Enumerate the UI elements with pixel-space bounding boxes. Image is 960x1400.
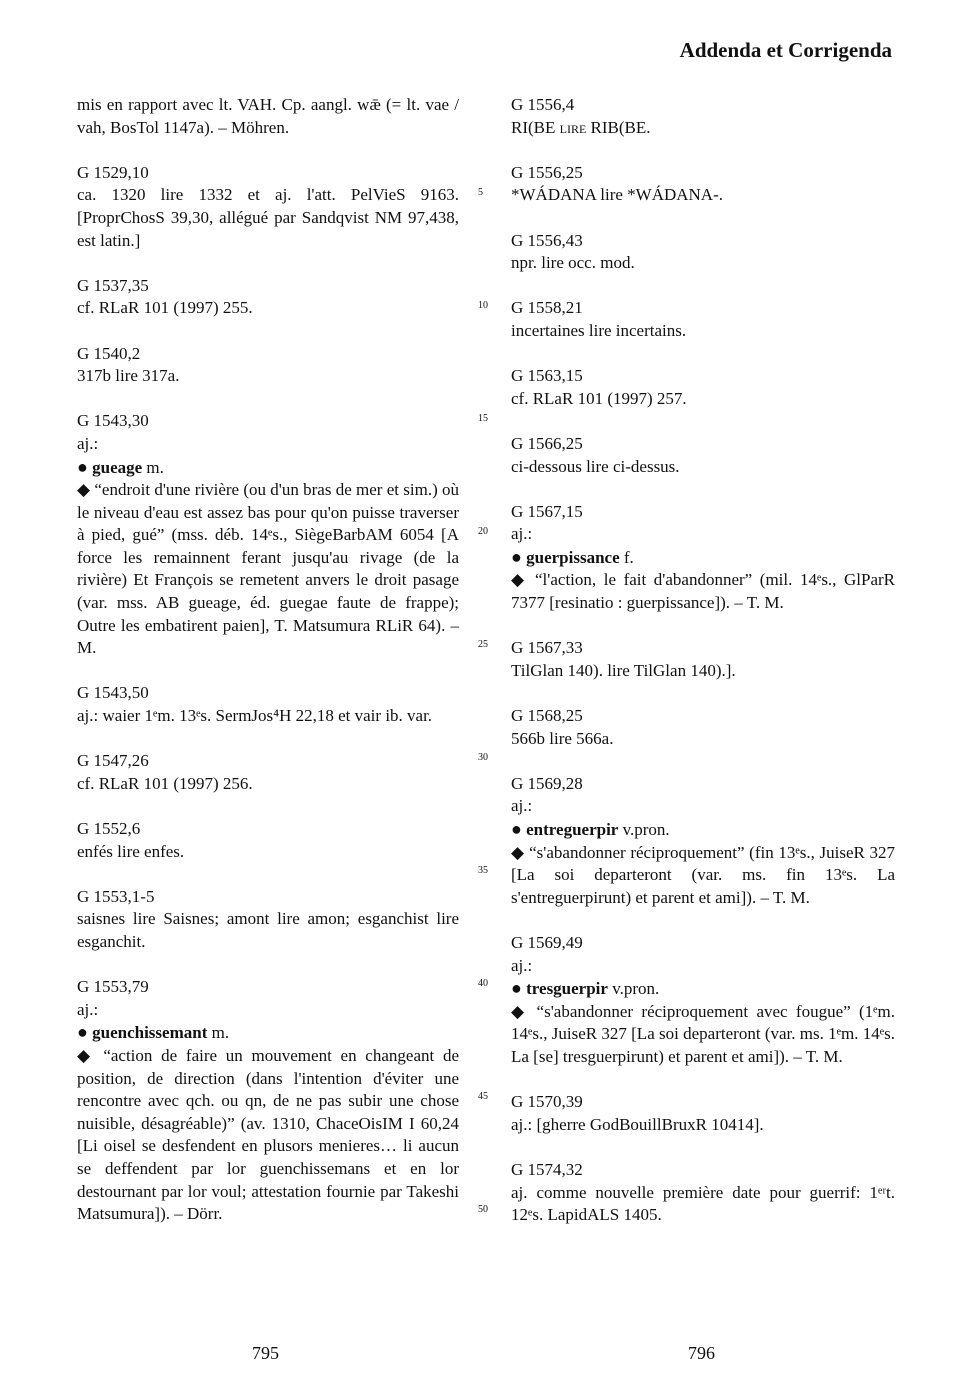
line-number: 45	[478, 1091, 488, 1102]
entry-ref: G 1547,26	[77, 751, 149, 771]
entry-g1567-33	[511, 637, 895, 682]
part-of-speech: m.	[146, 457, 164, 477]
lemma-line	[511, 546, 895, 570]
entry-aj: aj.:	[77, 999, 99, 1019]
entry-text: aj.: waier 1ᵉm. 13ᵉs. SermJos⁴H 22,18 et vair ib. var.	[77, 706, 433, 726]
entry-g1574-32	[511, 1159, 895, 1227]
entry-ref: G 1567,33	[511, 638, 583, 658]
running-header: Addenda et Corrigenda	[679, 38, 892, 62]
entry-g1569-49	[511, 932, 895, 1069]
entry-text: cf. RLaR 101 (1997) 255.	[77, 298, 253, 318]
line-number: 10	[478, 300, 488, 311]
entry-text: mis en rapport avec lt. VAH. Cp. aangl. wǣ (= lt. vae / vah, BosTol 1147a). – Möhren.	[77, 95, 459, 137]
lemma-line	[511, 818, 895, 842]
entry-text: incertaines lire incertains.	[511, 320, 687, 340]
diamond-icon: ◆	[511, 1001, 529, 1021]
part-of-speech: m.	[211, 1023, 230, 1043]
definition	[511, 569, 895, 614]
part-of-speech: v.pron.	[622, 820, 670, 839]
diamond-icon: ◆	[77, 480, 91, 500]
line-number: 50	[478, 1204, 488, 1215]
entry-text: TilGlan 140). lire TilGlan 140).].	[511, 660, 736, 680]
entry-text: cf. RLaR 101 (1997) 256.	[77, 773, 253, 793]
definition	[511, 1001, 895, 1069]
lemma: tresguerpir	[526, 979, 608, 999]
left-column	[77, 94, 459, 1248]
entry-g1558-21	[511, 297, 895, 342]
entry-ref: G 1556,25	[511, 162, 583, 182]
entry-ref: G 1553,79	[77, 977, 149, 997]
entry-text: aj.: [gherre GodBouillBruxR 10414].	[511, 1114, 764, 1134]
definition-text: “s'abandonner réciproquement avec fougue” (1ᵉm. 14ᵉs., JuiseR 327 [La soi departeront (var. ms. 1ᵉm. 14ᵉs. La [se] tresguerpirunt) et parent et ami]). – T. M.	[511, 1001, 896, 1066]
entry-g1553-1-5	[77, 886, 459, 954]
page-number-left: 795	[252, 1343, 279, 1363]
line-number: 25	[478, 639, 488, 650]
lemma-line	[511, 977, 895, 1001]
entry-g1563-15	[511, 365, 895, 410]
definition-text: “endroit d'une rivière (ou d'un bras de mer et sim.) où le niveau d'eau est assez bas pour qu'on puisse traverser à pied, gué” (mss. déb. 14ᵉs., SiègeBarbAM 6054 [A force les remainnent ferant jusqu'au rivage (de la rivière) Et François se remetent anvers le droit pasage (var. mss. AB gueage, éd. guegae faute de frappe); Outre les embatirent paien], T. Matsumura RLiR 64). – M.	[77, 480, 459, 658]
line-number: 5	[478, 187, 483, 198]
entry-text: 566b lire 566a.	[511, 728, 614, 748]
entry-g1556-25	[511, 162, 895, 207]
entry-ref: G 1574,32	[511, 1159, 583, 1179]
lemma: entreguerpir	[526, 820, 619, 839]
page-number-right: 796	[688, 1343, 715, 1363]
definition	[511, 842, 895, 910]
diamond-icon: ◆	[77, 1045, 95, 1065]
entry-g1566-25	[511, 433, 895, 478]
entry-g1552-6	[77, 818, 459, 863]
entry-ref: G 1556,43	[511, 230, 583, 250]
entry-g1570-39	[511, 1091, 895, 1136]
lemma: guenchissemant	[92, 1023, 208, 1043]
entry-ref: G 1558,21	[511, 298, 583, 318]
part-of-speech: v.pron.	[612, 979, 660, 999]
entry-g1569-28	[511, 773, 895, 910]
diamond-icon: ◆	[511, 570, 528, 590]
diamond-icon: ◆	[511, 842, 525, 862]
lemma: guerpissance	[526, 547, 620, 567]
entry-ref: G 1566,25	[511, 433, 583, 453]
part-of-speech: f.	[623, 547, 634, 567]
entry-text: 317b lire 317a.	[77, 366, 180, 386]
entry-g1553-79	[77, 976, 459, 1226]
entry-aj: aj.:	[77, 433, 99, 453]
line-number: 20	[478, 526, 488, 537]
bullet-dot-icon: ●	[511, 546, 522, 567]
definition-text: “l'action, le fait d'abandonner” (mil. 14ᵉs., GlParR 7377 [resinatio : guerpissance]). – T. M.	[511, 570, 896, 613]
bullet-dot-icon: ●	[77, 456, 88, 477]
line-number: 35	[478, 865, 488, 876]
entry-g1556-4	[511, 94, 895, 139]
entry-g1543-30	[77, 410, 459, 660]
lemma: gueage	[92, 457, 143, 477]
entry-g1540-2	[77, 343, 459, 388]
entry-g1547-26	[77, 750, 459, 795]
entry-text: saisnes lire Saisnes; amont lire amon; esganchist lire esganchit.	[77, 909, 459, 951]
definition	[77, 1045, 459, 1226]
bullet-dot-icon: ●	[511, 819, 522, 839]
entry-g1568-25	[511, 705, 895, 750]
entry-ref: G 1563,15	[511, 366, 583, 386]
right-column	[511, 94, 895, 1249]
entry-text: cf. RLaR 101 (1997) 257.	[511, 388, 687, 408]
entry-text: enfés lire enfes.	[77, 841, 185, 861]
entry-ref: G 1569,49	[511, 932, 583, 952]
entry-ref: G 1537,35	[77, 275, 149, 295]
line-number: 15	[478, 413, 488, 424]
entry-text: aj. comme nouvelle première date pour guerrif: 1ᵉʳt. 12ᵉs. LapidALS 1405.	[511, 1182, 895, 1225]
lemma-line	[77, 456, 459, 480]
entry-ref: G 1540,2	[77, 343, 141, 363]
lemma-line	[77, 1021, 459, 1045]
entry-text: RI(BE lire RIB(BE.	[511, 117, 651, 137]
entry-g1556-43	[511, 230, 895, 275]
line-number: 40	[478, 978, 488, 989]
entry-ref: G 1568,25	[511, 706, 583, 726]
definition-text: “s'abandonner réciproquement” (fin 13ᵉs., JuiseR 327 [La soi departeront (var. ms. fin 13ᵉs. La s'entreguerpirunt) et parent et ami]). – T. M.	[511, 842, 895, 907]
bullet-dot-icon: ●	[511, 978, 522, 999]
entry-text: *WÁDANA lire *WÁDANA-.	[511, 185, 723, 205]
entry-g1529-10	[77, 162, 459, 252]
entry-ref: G 1569,28	[511, 773, 583, 793]
entry-ref: G 1567,15	[511, 501, 583, 521]
definition-text: “action de faire un mouvement en changeant de position, de direction (dans l'intention d'éviter une rencontre avec qch. ou qn, de ne pas subir une chose nuisible, désagréable)” (av. 1310, ChaceOisIM I 60,24 [Li oisel se desfendent en plusors menieres… li aucun se deffendent par lor guenchissemans et en lor destournant par lor voul; attestation fournie par Takeshi Matsumura]). – Dörr.	[77, 1045, 459, 1224]
entry-g1567-15	[511, 501, 895, 615]
entry-ref: G 1570,39	[511, 1092, 583, 1112]
entry-ref: G 1556,4	[511, 95, 575, 114]
entry-ref: G 1543,50	[77, 683, 149, 703]
entry-ref: G 1543,30	[77, 411, 149, 431]
entry-ref: G 1553,1-5	[77, 886, 155, 906]
entry-aj: aj.:	[511, 796, 533, 816]
line-number: 30	[478, 752, 488, 763]
definition	[77, 479, 459, 660]
bullet-dot-icon: ●	[77, 1022, 88, 1043]
entry-text: ci-dessous lire ci-dessus.	[511, 456, 680, 476]
entry-continuation	[77, 94, 459, 139]
entry-text: npr. lire occ. mod.	[511, 253, 635, 273]
entry-g1543-50	[77, 682, 459, 727]
entry-ref: G 1529,10	[77, 162, 149, 182]
entry-g1537-35	[77, 275, 459, 320]
entry-aj: aj.:	[511, 524, 533, 544]
entry-ref: G 1552,6	[77, 819, 141, 838]
entry-text: ca. 1320 lire 1332 et aj. l'att. PelVieS 9163. [ProprChosS 39,30, allégué par Sandqvist NM 97,438, est latin.]	[77, 185, 459, 250]
entry-aj: aj.:	[511, 955, 533, 975]
